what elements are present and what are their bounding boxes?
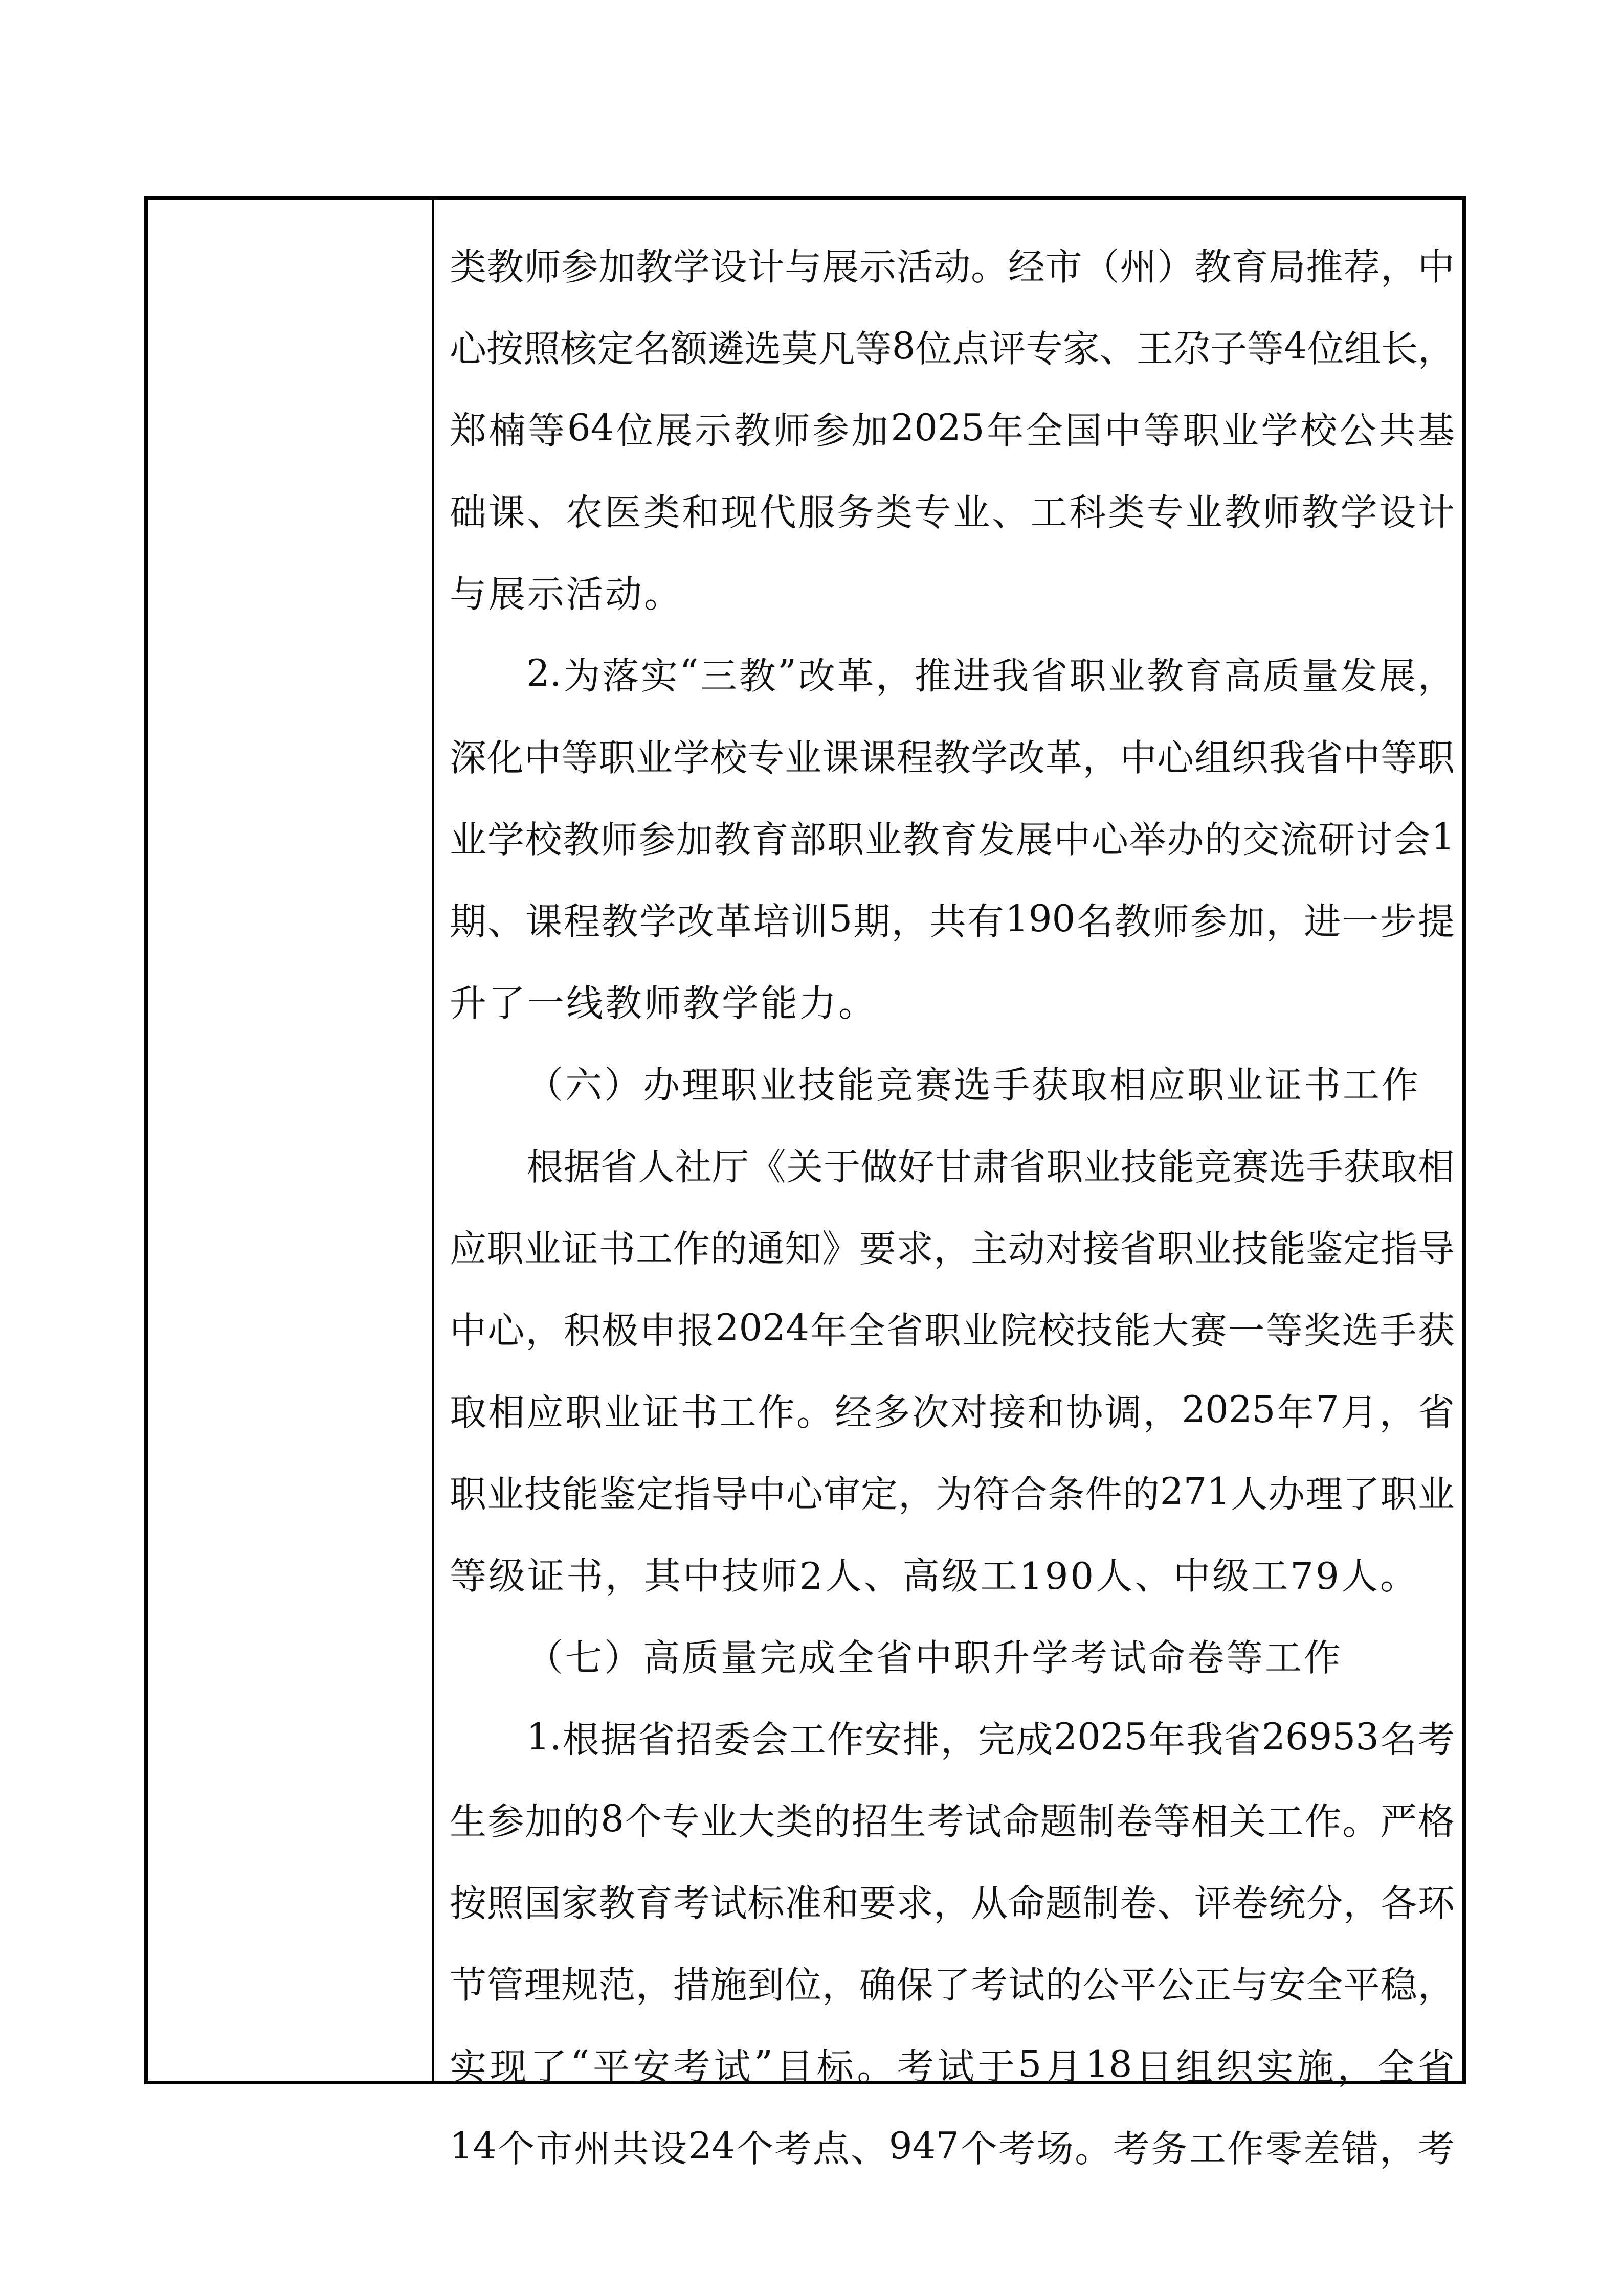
text-line: （七）高质量完成全省中职升学考试命卷等工作 bbox=[526, 1636, 1343, 1679]
text-line: 中 心 ， 积 极 申 报 2024 年 全 省 职 业 院 校 技 能 大 赛 一 等 奖 选 手 获 bbox=[450, 1306, 1455, 1352]
text-line: 础 课 、 农 医 类 和 现 代 服 务 类 专 业 、 工 科 类 专 业 教 师 教 学 设 计 bbox=[450, 491, 1455, 534]
text-line: 取 相 应 职 业 证 书 工 作 。 经 多 次 对 接 和 协 调 ， 2025 年 7 月 ， 省 bbox=[450, 1388, 1455, 1434]
text-line: 深 化 中 等 职 业 学 校 专 业 课 课 程 教 学 改 革 ， 中 心 组 织 我 省 中 等 职 bbox=[450, 736, 1455, 779]
left-label-cell bbox=[148, 200, 434, 2081]
text-line: 生 参 加 的 8 个 专 业 大 类 的 招 生 考 试 命 题 制 卷 等 相 关 工 作 。 严 格 bbox=[450, 1797, 1455, 1843]
text-line: 应 职 业 证 书 工 作 的 通 知 》 要 求 ， 主 动 对 接 省 职 业 技 能 鉴 定 指 导 bbox=[450, 1227, 1455, 1270]
text-line: 与展示活动。 bbox=[450, 573, 683, 616]
text-line: 1. 根 据 省 招 委 会 工 作 安 排 ， 完 成 2025 年 我 省 26953 名 考 bbox=[526, 1715, 1455, 1761]
text-line: 职 业 技 能 鉴 定 指 导 中 心 审 定 ， 为 符 合 条 件 的 271 人 办 理 了 职 业 bbox=[450, 1470, 1455, 1516]
text-line: 郑 楠 等 64 位 展 示 教 师 参 加 2025 年 全 国 中 等 职 业 学 校 公 共 基 bbox=[450, 406, 1455, 452]
text-line: 等级证书，其中技师2人、高级工190人、中级工79人。 bbox=[450, 1555, 1419, 1597]
content-cell bbox=[450, 200, 1455, 2170]
text-line: 业 学 校 教 师 参 加 教 育 部 职 业 教 育 发 展 中 心 举 办 的 交 流 研 讨 会 1 bbox=[450, 815, 1455, 861]
text-line: 类 教 师 参 加 教 学 设 计 与 展 示 活 动 。 经 市 （ 州 ） 教 育 局 推 荐 ， 中 bbox=[450, 245, 1455, 288]
text-line: （六）办理职业技能竞赛选手获取相应职业证书工作 bbox=[526, 1064, 1421, 1107]
text-line: 节 管 理 规 范 ， 措 施 到 位 ， 确 保 了 考 试 的 公 平 公 正 与 安 全 平 稳 ， bbox=[450, 1964, 1455, 2007]
text-line: 心 按 照 核 定 名 额 遴 选 莫 凡 等 8 位 点 评 专 家 、 王 尕 子 等 4 位 组 长 ， bbox=[450, 324, 1455, 370]
text-line: 2. 为 落 实 “ 三 教 ” 改 革 ， 推 进 我 省 职 业 教 育 高 质 量 发 展 ， bbox=[526, 651, 1455, 697]
text-line: 根 据 省 人 社 厅 《 关 于 做 好 甘 肃 省 职 业 技 能 竞 赛 选 手 获 取 相 bbox=[526, 1145, 1455, 1188]
text-line: 14 个 市 州 共 设 24 个 考 点 、 947 个 考 场 。 考 务 工 作 零 差 错 ， 考 bbox=[450, 2124, 1455, 2170]
text-lines bbox=[450, 223, 1455, 2187]
text-line: 按 照 国 家 教 育 考 试 标 准 和 要 求 ， 从 命 题 制 卷 、 评 卷 统 分 ， 各 环 bbox=[450, 1882, 1455, 1925]
report-table bbox=[144, 196, 1466, 2170]
text-line: 期 、 课 程 教 学 改 革 培 训 5 期 ， 共 有 190 名 教 师 参 加 ， 进 一 步 提 bbox=[450, 897, 1455, 943]
text-line: 升了一线教师教学能力。 bbox=[450, 982, 878, 1025]
text-line: 实 现 了 “ 平 安 考 试 ” 目 标 。 考 试 于 5 月 18 日 组 织 实 施 ， 全 省 bbox=[450, 2042, 1455, 2088]
